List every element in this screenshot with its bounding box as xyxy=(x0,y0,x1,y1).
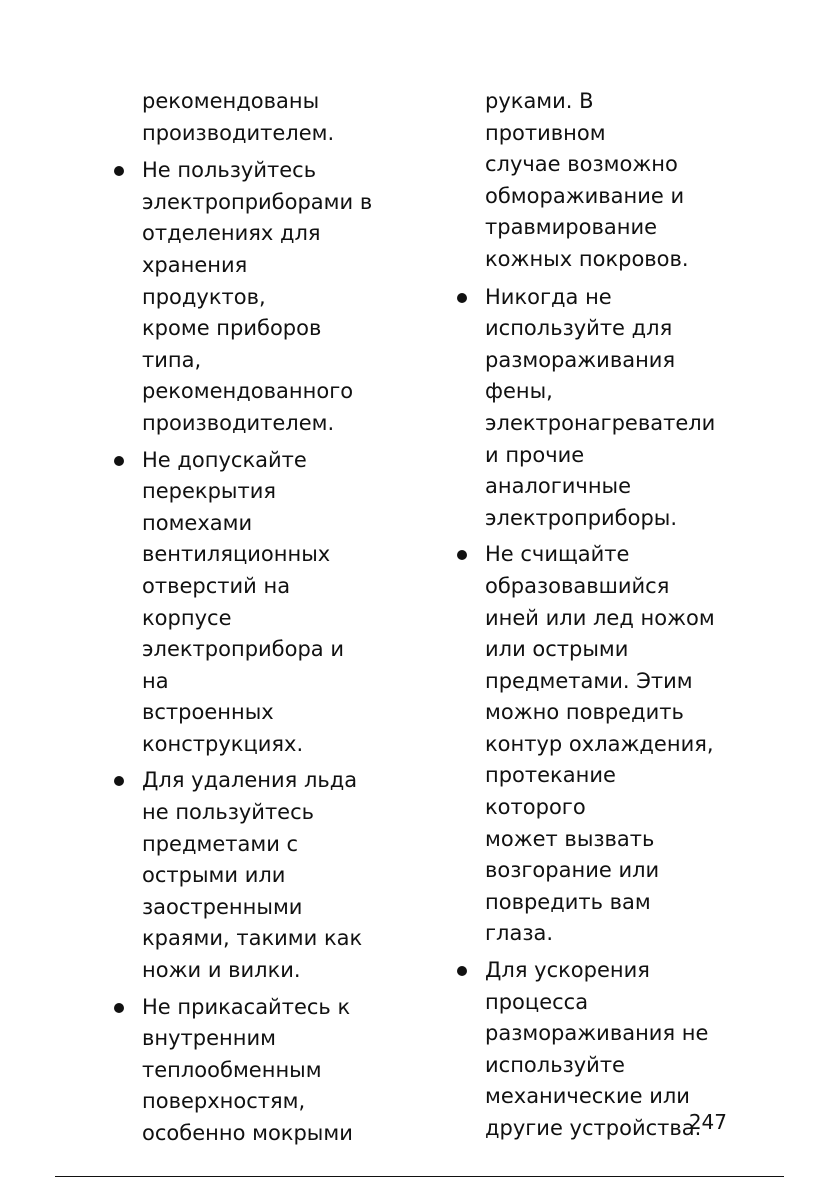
right-column xyxy=(455,86,720,1150)
list-item-text: Для удаления льда не пользуйтесь предметами с острыми или заостренными краями, такими как ножи и вилки. xyxy=(142,768,363,983)
list-item-text: Никогда не используйте для размораживания фены, электронагреватели и прочие аналогичные электроприборы. xyxy=(485,284,716,530)
list-item-text: Не пользуйтесь электроприборами в отделениях для хранения продуктов, кроме приборов типа, рекомендованного производителем. xyxy=(142,158,373,435)
list-item xyxy=(112,445,377,761)
list-item-text: Для ускорения процесса размораживания не используйте механические или другие устройства. xyxy=(485,958,709,1140)
list-item xyxy=(455,955,720,1145)
page-number: 247 xyxy=(688,1110,727,1134)
list-item-text: Не прикасайтесь к внутренним теплообменным поверхностям, особенно мокрыми xyxy=(142,994,353,1145)
bullet-icon xyxy=(114,1003,124,1013)
list-item xyxy=(455,539,720,950)
footer-divider xyxy=(55,1176,784,1177)
bullet-icon xyxy=(457,550,467,560)
list-item-text: Не счищайте образовавшийся иней или лед ножом или острыми предметами. Этим можно повредить контур охлаждения, протекание которого может вызвать возгорание или повредить вам глаза. xyxy=(485,542,715,946)
continued-text: руками. В противном случае возможно обмораживание и травмирование кожных покровов. xyxy=(485,89,689,271)
list-item xyxy=(455,282,720,535)
list-item xyxy=(112,155,377,439)
bullet-icon xyxy=(114,166,124,176)
left-column xyxy=(112,86,377,1155)
continued-text: рекомендованы производителем. xyxy=(142,89,335,145)
list-item xyxy=(112,992,377,1150)
bullet-icon xyxy=(457,966,467,976)
list-item-text: Не допускайте перекрытия помехами вентиляционных отверстий на корпусе электроприбора и на встроенных конструкциях. xyxy=(142,447,344,756)
list-item xyxy=(112,765,377,986)
bullet-icon xyxy=(457,293,467,303)
bullet-icon xyxy=(114,456,124,466)
bullet-icon xyxy=(114,776,124,786)
